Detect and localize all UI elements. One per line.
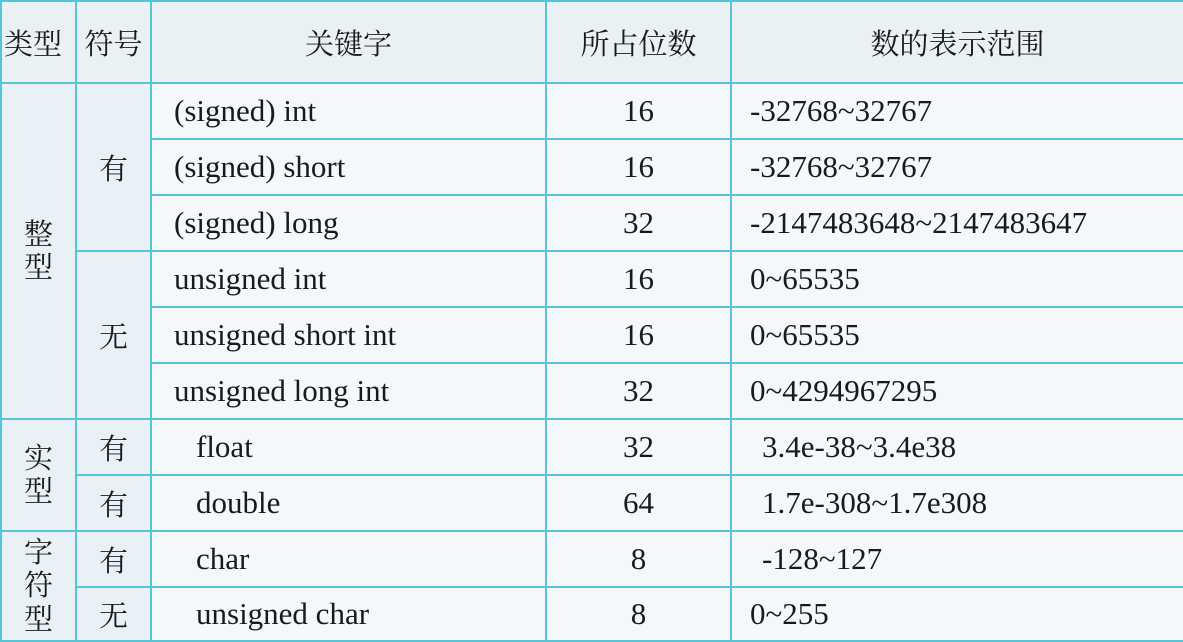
header-sign: 符号 xyxy=(76,1,151,83)
sign-signed: 有 xyxy=(76,419,151,475)
range-cell: 0~65535 xyxy=(731,307,1183,363)
table-row xyxy=(1,363,1183,419)
keyword-cell: unsigned short int xyxy=(151,307,546,363)
header-range: 数的表示范围 xyxy=(731,1,1183,83)
keyword-cell: (signed) short xyxy=(151,139,546,195)
range-cell: 0~65535 xyxy=(731,251,1183,307)
range-cell: 0~4294967295 xyxy=(731,363,1183,419)
range-cell: 1.7e-308~1.7e308 xyxy=(731,475,1183,531)
group-char-label: 字符型 xyxy=(23,534,53,636)
header-row xyxy=(1,1,1183,83)
range-cell: -32768~32767 xyxy=(731,139,1183,195)
table-row xyxy=(1,531,1183,587)
range-cell: -2147483648~2147483647 xyxy=(731,195,1183,251)
table-row xyxy=(1,251,1183,307)
sign-signed: 有 xyxy=(76,83,151,251)
sign-unsigned: 无 xyxy=(76,587,151,641)
header-bits: 所占位数 xyxy=(546,1,731,83)
table-row xyxy=(1,83,1183,139)
keyword-cell: unsigned long int xyxy=(151,363,546,419)
bits-cell: 32 xyxy=(546,419,731,475)
bits-cell: 8 xyxy=(546,587,731,641)
keyword-cell: (signed) int xyxy=(151,83,546,139)
sign-unsigned: 无 xyxy=(76,251,151,419)
group-real-label: 实型 xyxy=(23,440,53,508)
keyword-cell: float xyxy=(151,419,546,475)
keyword-cell: (signed) long xyxy=(151,195,546,251)
header-type: 类型 xyxy=(1,1,76,83)
bits-cell: 8 xyxy=(546,531,731,587)
table-row xyxy=(1,307,1183,363)
sign-signed: 有 xyxy=(76,475,151,531)
table-row xyxy=(1,419,1183,475)
header-keyword: 关键字 xyxy=(151,1,546,83)
range-cell: -128~127 xyxy=(731,531,1183,587)
group-char xyxy=(1,531,76,641)
group-real xyxy=(1,419,76,531)
table-row xyxy=(1,475,1183,531)
table-row xyxy=(1,587,1183,641)
range-cell: -32768~32767 xyxy=(731,83,1183,139)
group-integer xyxy=(1,83,76,419)
bits-cell: 32 xyxy=(546,363,731,419)
bits-cell: 16 xyxy=(546,139,731,195)
keyword-cell: unsigned char xyxy=(151,587,546,641)
keyword-cell: unsigned int xyxy=(151,251,546,307)
keyword-cell: char xyxy=(151,531,546,587)
bits-cell: 32 xyxy=(546,195,731,251)
table-row xyxy=(1,195,1183,251)
range-cell: 0~255 xyxy=(731,587,1183,641)
keyword-cell: double xyxy=(151,475,546,531)
bits-cell: 16 xyxy=(546,307,731,363)
group-integer-label: 整型 xyxy=(23,216,53,284)
bits-cell: 64 xyxy=(546,475,731,531)
bits-cell: 16 xyxy=(546,83,731,139)
sign-signed: 有 xyxy=(76,531,151,587)
bits-cell: 16 xyxy=(546,251,731,307)
range-cell: 3.4e-38~3.4e38 xyxy=(731,419,1183,475)
table-row xyxy=(1,139,1183,195)
